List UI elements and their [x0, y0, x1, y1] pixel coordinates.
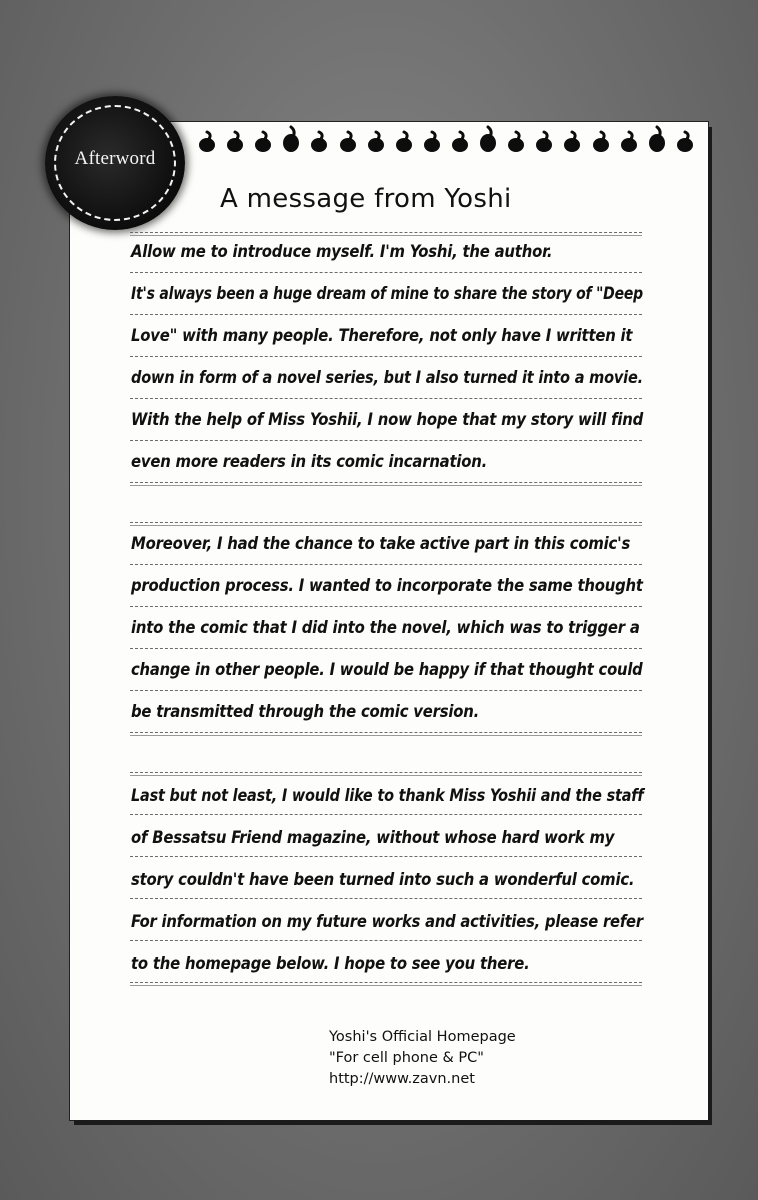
- text-line: of Bessatsu Friend magazine, without whose hard work my: [131, 828, 615, 847]
- binding-hole-icon: [224, 123, 246, 153]
- binding-hole-icon: [449, 123, 471, 153]
- ruled-line: [130, 314, 642, 315]
- text-line: story couldn't have been turned into such a wonderful comic.: [131, 870, 635, 889]
- ruled-line: [130, 522, 642, 523]
- badge-label: Afterword: [74, 148, 156, 169]
- ruled-line: [130, 232, 642, 233]
- ruled-line: [130, 356, 642, 357]
- ruled-line: [130, 690, 642, 691]
- ruled-line: [130, 940, 642, 941]
- afterword-badge: [45, 96, 185, 230]
- binding-hole-icon: [533, 123, 555, 153]
- ruled-line: [130, 814, 642, 815]
- ruled-line: [130, 648, 642, 649]
- ruled-line: [130, 732, 642, 733]
- homepage-heading: Yoshi's Official Homepage: [329, 1029, 516, 1045]
- homepage-url: http://www.zavn.net: [329, 1071, 475, 1087]
- text-line: For information on my future works and activities, please refer: [131, 912, 643, 931]
- ruled-line: [130, 564, 642, 565]
- ruled-line: [130, 898, 642, 899]
- text-line: Allow me to introduce myself. I'm Yoshi, the author.: [131, 242, 553, 261]
- text-line: Love" with many people. Therefore, not only have I written it: [131, 326, 633, 345]
- binding-hole-icon: [365, 123, 387, 153]
- text-line: change in other people. I would be happy if that thought could: [131, 660, 643, 679]
- binding-hole-icon: [280, 123, 302, 153]
- text-line: be transmitted through the comic version.: [131, 702, 480, 721]
- text-line: With the help of Miss Yoshii, I now hope that my story will find: [131, 410, 644, 429]
- binding-hole-icon: [590, 123, 612, 153]
- text-line: to the homepage below. I hope to see you there.: [131, 954, 530, 973]
- binding-hole-icon: [477, 123, 499, 153]
- text-line: production process. I wanted to incorporate the same thought: [131, 576, 643, 595]
- binding-hole-icon: [252, 123, 274, 153]
- ruled-line: [130, 440, 642, 441]
- ruled-line: [130, 482, 642, 483]
- binding-hole-icon: [421, 123, 443, 153]
- binding-hole-icon: [337, 123, 359, 153]
- binding-hole-icon: [393, 123, 415, 153]
- ruled-line: [130, 772, 642, 773]
- binding-hole-icon: [561, 123, 583, 153]
- ruled-line: [130, 398, 642, 399]
- binding-hole-icon: [308, 123, 330, 153]
- binding-hole-icon: [618, 123, 640, 153]
- text-line: into the comic that I did into the novel, which was to trigger a: [131, 618, 640, 637]
- ruled-line: [130, 272, 642, 273]
- homepage-info: [329, 1027, 516, 1090]
- binding-hole-icon: [646, 123, 668, 153]
- text-line: Moreover, I had the chance to take active part in this comic's: [131, 534, 631, 553]
- binding-hole-icon: [196, 123, 218, 153]
- text-line: Last but not least, I would like to thank Miss Yoshii and the staff: [131, 786, 644, 805]
- spiral-binding: [196, 123, 696, 159]
- text-line: down in form of a novel series, but I also turned it into a movie.: [131, 368, 643, 387]
- text-line: even more readers in its comic incarnation.: [131, 452, 488, 471]
- ruled-line: [130, 606, 642, 607]
- homepage-note: "For cell phone & PC": [329, 1050, 484, 1066]
- ruled-line: [130, 982, 642, 983]
- binding-hole-icon: [505, 123, 527, 153]
- ruled-line: [130, 856, 642, 857]
- binding-hole-icon: [674, 123, 696, 153]
- text-line: It's always been a huge dream of mine to share the story of "Deep: [131, 284, 643, 303]
- page-title: A message from Yoshi: [220, 184, 512, 214]
